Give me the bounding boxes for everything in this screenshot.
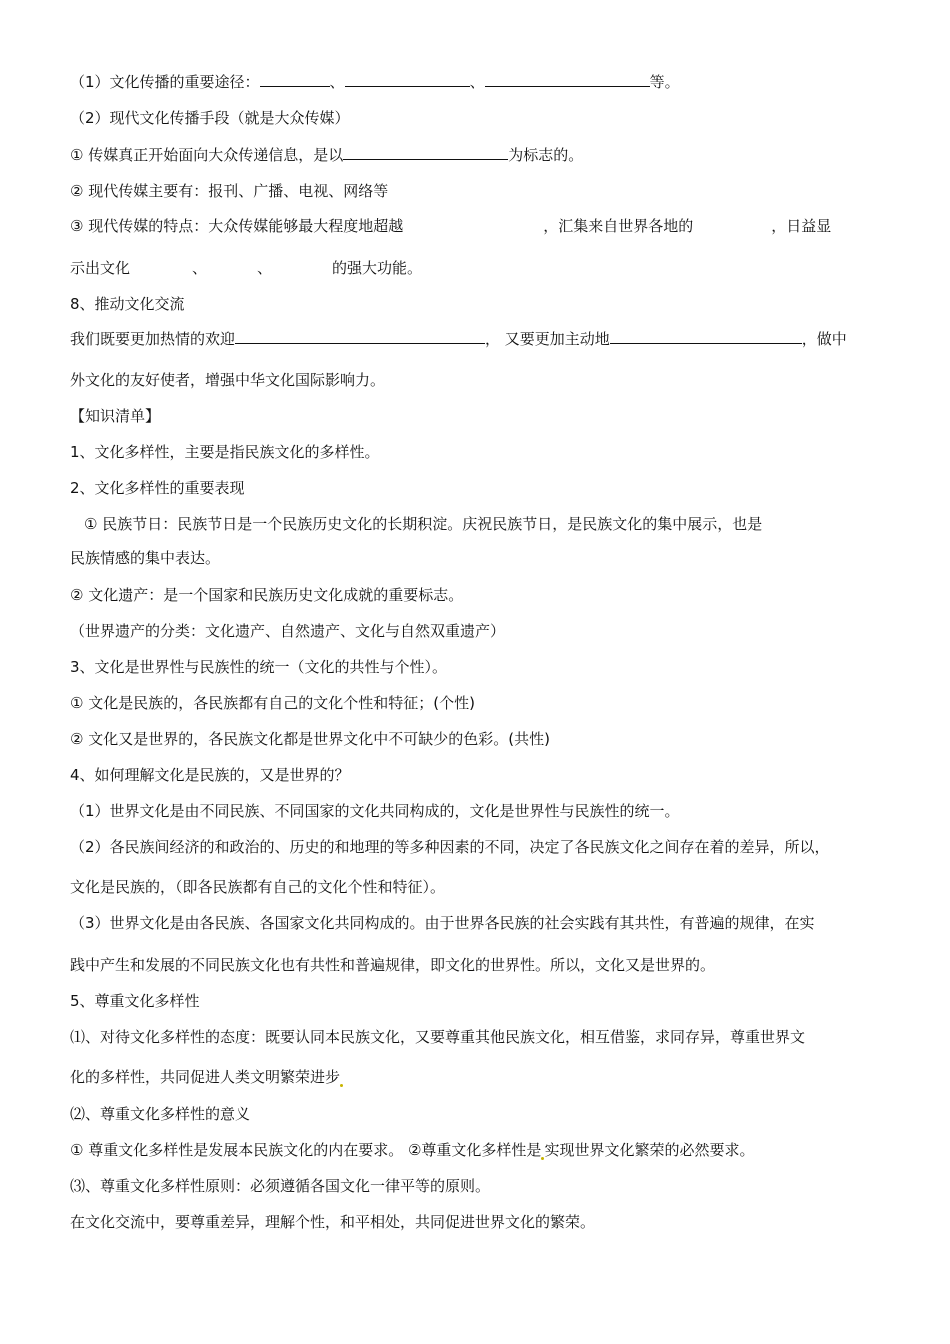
fill-blank[interactable] xyxy=(485,72,650,87)
text: 示出文化 xyxy=(70,259,131,277)
text-line: 在文化交流中，要尊重差异，理解个性，和平相处，共同促进世界文化的繁荣。 xyxy=(70,1213,596,1231)
text-line: ⑶、尊重文化多样性原则：必须遵循各国文化一律平等的原则。 xyxy=(70,1177,491,1195)
media-start-line xyxy=(70,145,583,165)
text: 、 xyxy=(257,259,273,277)
section-heading: 3、文化是世界性与民族性的统一（文化的共性与个性）。 xyxy=(70,658,448,676)
fill-blank[interactable] xyxy=(343,145,508,160)
fill-blank[interactable] xyxy=(345,72,470,87)
text-line: 外文化的友好使者，增强中华文化国际影响力。 xyxy=(70,371,386,389)
media-features-line xyxy=(70,216,831,236)
text-line: ⑵、尊重文化多样性的意义 xyxy=(70,1105,251,1123)
text-line: （3）世界文化是由各民族、各国家文化共同构成的。由于世界各民族的社会实践有其共性，有普遍的规律，在实 xyxy=(70,914,815,932)
text-line: 践中产生和发展的不同民族文化也有共性和普遍规律，即文化的世界性。所以，文化又是世界的。 xyxy=(70,956,716,974)
text-line: ② 文化遗产：是一个国家和民族历史文化成就的重要标志。 xyxy=(70,586,464,604)
text: 、 xyxy=(192,259,208,277)
text-line: （1）世界文化是由不同民族、不同国家的文化共同构成的，文化是世界性与民族性的统一。 xyxy=(70,802,680,820)
text: （1）文化传播的重要途径： xyxy=(70,73,260,91)
transmission-routes-line xyxy=(70,72,680,92)
fill-blank[interactable] xyxy=(235,329,485,344)
text: ，日益显 xyxy=(771,217,832,235)
exchange-line xyxy=(70,329,847,349)
text: 的强大功能。 xyxy=(332,259,423,277)
text-line: ① 民族节日：民族节日是一个民族历史文化的长期积淀。庆祝民族节日，是民族文化的集中展示，也是 xyxy=(84,515,763,533)
section-heading: 2、文化多样性的重要表现 xyxy=(70,479,245,497)
text: 等。 xyxy=(649,73,680,91)
section-heading: 8、推动文化交流 xyxy=(70,295,185,313)
significance-line xyxy=(70,1140,754,1160)
text-line: 民族情感的集中表达。 xyxy=(70,549,221,567)
text-line: （2）各民族间经济的和政治的、历史的和地理的等多种因素的不同，决定了各民族文化之间存在着的差异，所以， xyxy=(70,838,830,856)
text: 、 xyxy=(329,73,345,91)
text: ① 传媒真正开始面向大众传递信息，是以 xyxy=(70,146,344,164)
media-functions-line xyxy=(70,258,422,278)
fill-blank[interactable] xyxy=(610,329,802,344)
text: ③ 现代传媒的特点：大众传媒能够最大程度地超越 xyxy=(70,217,404,235)
text-line: 1、文化多样性，主要是指民族文化的多样性。 xyxy=(70,443,380,461)
text: 化的多样性，共同促进人类文明繁荣进步 xyxy=(70,1068,341,1086)
text-line: （世界遗产的分类：文化遗产、自然遗产、文化与自然双重遗产） xyxy=(70,622,506,640)
section-heading: 【知识清单】 xyxy=(70,407,161,425)
text-line: ⑴、对待文化多样性的态度：既要认同本民族文化，又要尊重其他民族文化，相互借鉴，求同存异，尊重世界文 xyxy=(70,1028,806,1046)
text-line: ② 现代传媒主要有：报刊、广播、电视、网络等 xyxy=(70,182,389,200)
text-line: （2）现代文化传播手段（就是大众传媒） xyxy=(70,109,350,127)
text: 为标志的。 xyxy=(508,146,584,164)
text-line xyxy=(70,1067,343,1087)
text-line: ① 文化是民族的，各民族都有自己的文化个性和特征；(个性) xyxy=(70,694,475,712)
text: ① 尊重文化多样性是发展本民族文化的内在要求。 ②尊重文化多样性是 xyxy=(70,1141,542,1159)
text: ，做中 xyxy=(801,330,847,348)
text: ， 又要更加主动地 xyxy=(485,330,610,348)
text-line: 文化是民族的，（即各民族都有自己的文化个性和特征）。 xyxy=(70,878,446,896)
section-heading: 5、尊重文化多样性 xyxy=(70,992,200,1010)
section-heading: 4、如何理解文化是民族的，又是世界的？ xyxy=(70,766,350,784)
text: 、 xyxy=(469,73,485,91)
text: 我们既要更加热情的欢迎 xyxy=(70,330,236,348)
text: ，汇集来自世界各地的 xyxy=(543,217,694,235)
fill-blank[interactable] xyxy=(260,72,330,87)
text-line: ② 文化又是世界的，各民族文化都是世界文化中不可缺少的色彩。(共性) xyxy=(70,730,550,748)
dot-mark xyxy=(340,1084,343,1087)
text: 实现世界文化繁荣的必然要求。 xyxy=(544,1141,755,1159)
